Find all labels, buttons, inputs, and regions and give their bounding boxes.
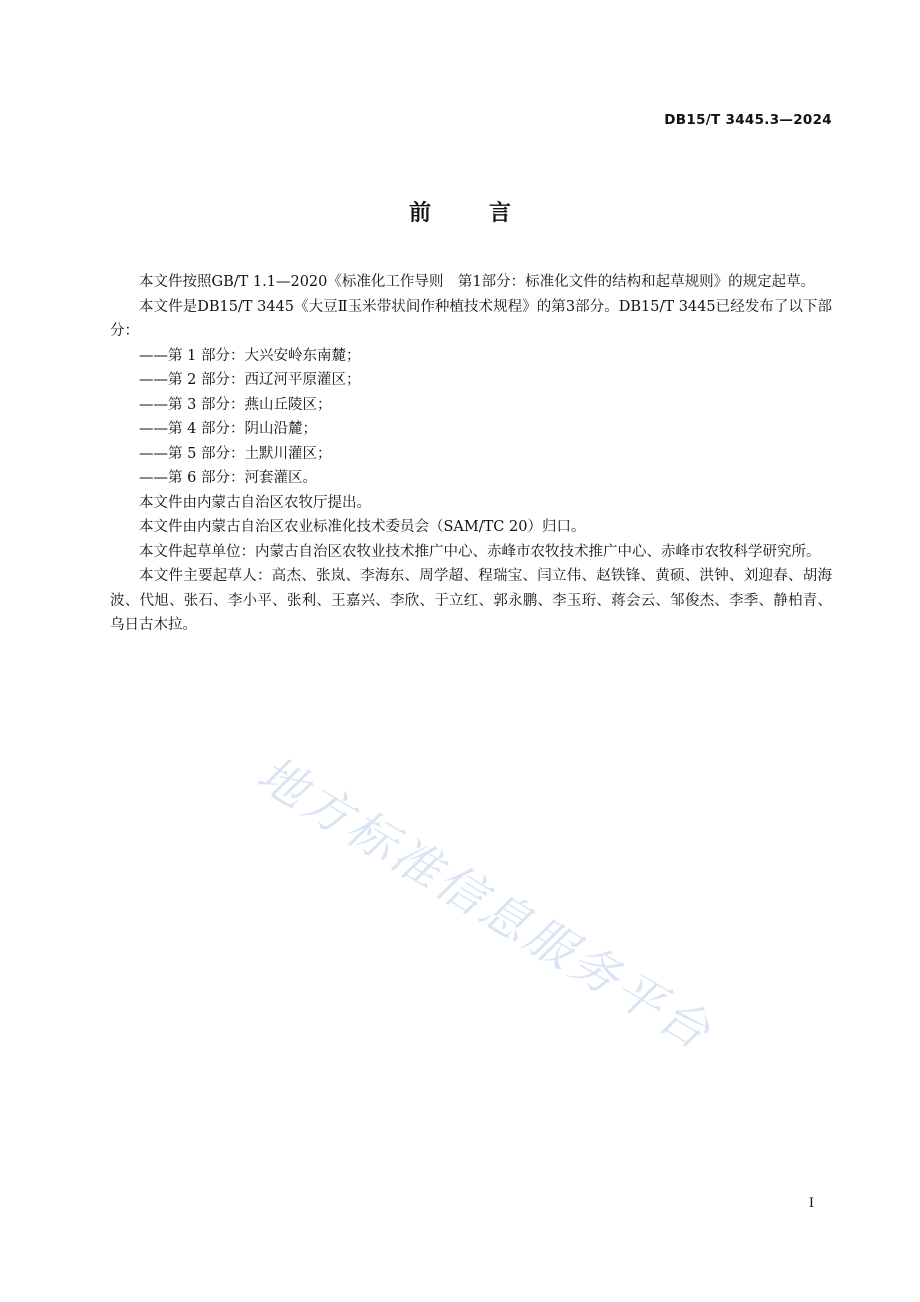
list-item-part-4: ——第 4 部分：阴山沿麓； xyxy=(139,421,317,437)
page-number: I xyxy=(808,1196,814,1211)
list-item-part-2: ——第 2 部分：西辽河平原灌区； xyxy=(139,372,361,388)
standard-code: DB15/T 3445.3—2024 xyxy=(664,112,832,128)
list-item-part-5: ——第 5 部分：土默川灌区； xyxy=(139,445,332,462)
list-item-part-3: ——第 3 部分：燕山丘陵区； xyxy=(139,396,332,413)
paragraph-drafting-units: 本文件起草单位：内蒙古自治区农牧业技术推广中心、赤峰市农牧技术推广中心、赤峰市农牧科学研究所。 xyxy=(139,543,821,560)
page-title xyxy=(0,196,920,227)
paragraph-administrator: 本文件由内蒙古自治区农业标准化技术委员会（SAM/TC 20）归口。 xyxy=(139,519,586,535)
paragraph-drafters: 本文件主要起草人：高杰、张岚、李海东、周学超、程瑞宝、闫立伟、赵铁锋、黄硕、洪钟、刘迎春、胡海波、代旭、张石、李小平、张利、王嘉兴、李欣、于立红、郭永鹏、李玉珩、蒋会云、邹俊杰、李季、静柏青、乌日古木拉。 xyxy=(110,568,832,633)
paragraph-proposer: 本文件由内蒙古自治区农牧厅提出。 xyxy=(139,494,371,511)
paragraph-drafting-rules: 本文件按照GB/T 1.1—2020《标准化工作导则 第1部分：标准化文件的结构和起草规则》的规定起草。 xyxy=(139,274,816,290)
list-item-part-1: ——第 1 部分：大兴安岭东南麓； xyxy=(139,347,361,364)
title-char-1: 前 xyxy=(408,201,431,226)
document-body xyxy=(110,270,832,638)
title-char-2: 言 xyxy=(489,201,512,226)
list-item-part-6: ——第 6 部分：河套灌区。 xyxy=(139,470,317,486)
watermark-text: 地方标准信息服务平台 xyxy=(247,745,722,1062)
paragraph-series-info: 本文件是DB15/T 3445《大豆Ⅱ玉米带状间作种植技术规程》的第3部分。DB15/T 3445已经发布了以下部分： xyxy=(110,298,832,339)
